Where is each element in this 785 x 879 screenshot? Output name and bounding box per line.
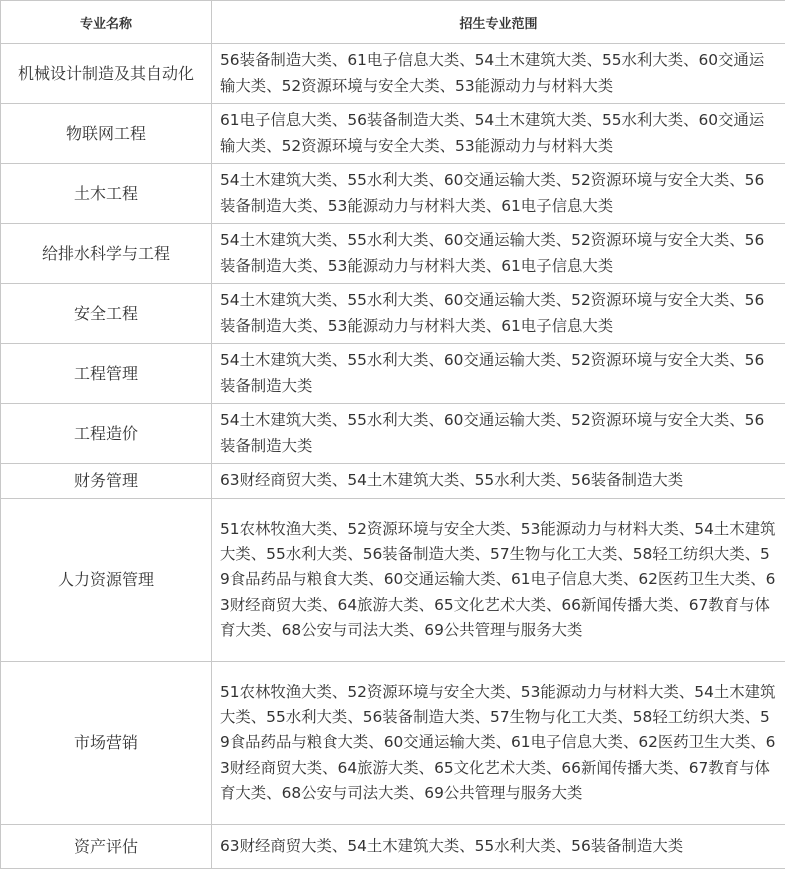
range-cell: 63财经商贸大类、54土木建筑大类、55水利大类、56装备制造大类	[212, 825, 785, 869]
table-row	[1, 104, 785, 164]
table-header-row	[1, 1, 785, 44]
table-row	[1, 44, 785, 104]
table-row	[1, 662, 785, 825]
major-name-cell: 财务管理	[1, 464, 212, 499]
major-name-cell: 给排水科学与工程	[1, 224, 212, 284]
range-cell: 54土木建筑大类、55水利大类、60交通运输大类、52资源环境与安全大类、56装备制造大类、53能源动力与材料大类、61电子信息大类	[212, 224, 785, 284]
header-major-name: 专业名称	[1, 1, 212, 44]
table-row	[1, 825, 785, 869]
range-cell: 54土木建筑大类、55水利大类、60交通运输大类、52资源环境与安全大类、56装备制造大类、53能源动力与材料大类、61电子信息大类	[212, 164, 785, 224]
range-cell: 54土木建筑大类、55水利大类、60交通运输大类、52资源环境与安全大类、56装备制造大类	[212, 344, 785, 404]
major-name-cell: 土木工程	[1, 164, 212, 224]
table-row	[1, 224, 785, 284]
table-row	[1, 464, 785, 499]
table-row	[1, 164, 785, 224]
major-name-cell: 人力资源管理	[1, 499, 212, 662]
table-row	[1, 404, 785, 464]
range-cell: 61电子信息大类、56装备制造大类、54土木建筑大类、55水利大类、60交通运输大类、52资源环境与安全大类、53能源动力与材料大类	[212, 104, 785, 164]
table-row	[1, 284, 785, 344]
range-cell: 54土木建筑大类、55水利大类、60交通运输大类、52资源环境与安全大类、56装备制造大类、53能源动力与材料大类、61电子信息大类	[212, 284, 785, 344]
range-cell: 56装备制造大类、61电子信息大类、54土木建筑大类、55水利大类、60交通运输大类、52资源环境与安全大类、53能源动力与材料大类	[212, 44, 785, 104]
range-cell: 51农林牧渔大类、52资源环境与安全大类、53能源动力与材料大类、54土木建筑大类、55水利大类、56装备制造大类、57生物与化工大类、58轻工纺织大类、59食品药品与粮食大类、60交通运输大类、61电子信息大类、62医药卫生大类、63财经商贸大类、64旅游大类、65文化艺术大类、66新闻传播大类、67教育与体育大类、68公安与司法大类、69公共管理与服务大类	[212, 499, 785, 662]
range-cell: 51农林牧渔大类、52资源环境与安全大类、53能源动力与材料大类、54土木建筑大类、55水利大类、56装备制造大类、57生物与化工大类、58轻工纺织大类、59食品药品与粮食大类、60交通运输大类、61电子信息大类、62医药卫生大类、63财经商贸大类、64旅游大类、65文化艺术大类、66新闻传播大类、67教育与体育大类、68公安与司法大类、69公共管理与服务大类	[212, 662, 785, 825]
range-cell: 63财经商贸大类、54土木建筑大类、55水利大类、56装备制造大类	[212, 464, 785, 499]
major-name-cell: 市场营销	[1, 662, 212, 825]
major-name-cell: 工程造价	[1, 404, 212, 464]
range-cell: 54土木建筑大类、55水利大类、60交通运输大类、52资源环境与安全大类、56装备制造大类	[212, 404, 785, 464]
major-name-cell: 资产评估	[1, 825, 212, 869]
major-name-cell: 安全工程	[1, 284, 212, 344]
table-row	[1, 344, 785, 404]
header-enrollment-range: 招生专业范围	[212, 1, 785, 44]
major-name-cell: 工程管理	[1, 344, 212, 404]
major-name-cell: 物联网工程	[1, 104, 212, 164]
major-name-cell: 机械设计制造及其自动化	[1, 44, 212, 104]
table-row	[1, 499, 785, 662]
